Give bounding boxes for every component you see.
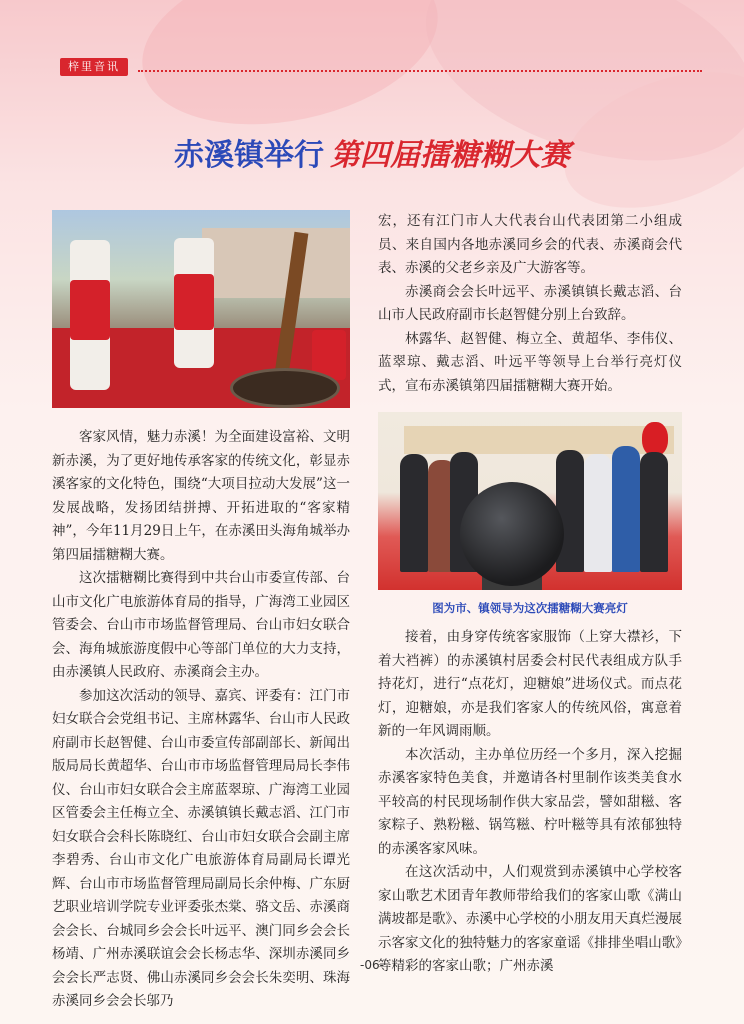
photo-person: [556, 450, 584, 572]
photo-tent: [202, 228, 350, 298]
photo-person: [640, 452, 668, 572]
paragraph: 客家风情，魅力赤溪！为全面建设富裕、文明新赤溪，为了更好地传承客家的传统文化，彰显赤溪客家的文化特色，围绕“大项目拉动大发展”这一发展战略，发扬团结拼搏、开拓进取的“客家精神”，今年11月29日上午，在赤溪田头海角城举办第四届擂糖糊大赛。: [52, 429, 350, 563]
photo-lighting-ball: [460, 482, 564, 586]
paragraph: 赤溪商会会长叶远平、赤溪镇镇长戴志滔、台山市人民政府副市长赵智健分别上台致辞。: [378, 283, 682, 323]
photo-red-vest: [70, 280, 110, 340]
page-number: -06-: [360, 958, 384, 972]
photo-person: [400, 454, 428, 572]
photo-person: [584, 454, 612, 572]
photo-person: [612, 446, 640, 572]
article-title: [0, 130, 744, 174]
photo-wok: [230, 368, 340, 408]
photo-lantern: [642, 422, 668, 456]
photo-lighting-ceremony: [378, 412, 682, 590]
right-column: [378, 210, 682, 979]
paragraph: 宏，还有江门市人大代表台山代表团第二小组成员、来自国内各地赤溪同乡会的代表、赤溪商会代表、赤溪的父老乡亲及广大游客等。: [378, 213, 682, 276]
right-article-text-top: [378, 210, 682, 398]
right-article-text-bottom: [378, 626, 682, 979]
section-tag: 梓里音讯: [60, 58, 128, 76]
left-column: [52, 210, 350, 1014]
paragraph: 这次擂糖糊比赛得到中共台山市委宣传部、台山市文化广电旅游体育局的指导，广海湾工业园区管委会、台山市市场监督管理局、台山市妇女联合会、海角城旅游度假中心等部门单位的大力支持，由赤溪镇人民政府、赤溪商会主办。: [52, 570, 350, 680]
background-petal: [127, 0, 454, 149]
photo-stirring-sugar-paste: [52, 210, 350, 408]
paragraph: 参加这次活动的领导、嘉宾、评委有：江门市妇女联合会党组书记、主席林露华、台山市人民政府副市长赵智健、台山市委宣传部副部长、新闻出版局局长黄超华、台山市市场监督管理局局长李伟仪、台山市妇女联合会主席蓝翠琼、广海湾工业园区管委会主任梅立全、赤溪镇镇长戴志滔、江门市妇女联合会科长陈晓红、台山市妇女联合会副主席李碧秀、台山市文化广电旅游体育局副局长谭光辉、台山市市场监督管理局副局长余仲梅、广东厨艺职业培训学院专业评委张杰棠、骆文岳、赤溪商会会长、台城同乡会会长叶远平、澳门同乡会会长杨靖、广州赤溪联谊会会长杨志华、深圳赤溪同乡会会长严志贤、佛山赤溪同乡会会长朱奕明、珠海赤溪同乡会会长邬乃: [52, 687, 350, 1009]
paragraph: 在这次活动中，人们观赏到赤溪镇中心学校客家山歌艺术团青年教师带给我们的客家山歌《满山满坡都是歌》、赤溪中心学校的小朋友用天真烂漫展示客家文化的独特魅力的客家童谣《排排坐唱山歌》等精彩的客家山歌；广州赤溪: [378, 864, 682, 974]
left-article-text: [52, 426, 350, 1014]
paragraph: 林露华、赵智健、梅立全、黄超华、李伟仪、蓝翠琼、戴志滔、叶远平等领导上台举行亮灯仪式，宣布赤溪镇第四届擂糖糊大赛开始。: [378, 330, 682, 394]
paragraph: 本次活动，主办单位历经一个多月，深入挖掘赤溪客家特色美食，并邀请各村里制作该类美食水平较高的村民现场制作供大家品尝，譬如甜糍、客家粽子、熟粉糍、锅笃糍、柠叶糍等具有浓郁独特的赤溪客家风味。: [378, 746, 682, 857]
photo-red-vest: [174, 274, 214, 330]
header-dotted-rule: [138, 70, 702, 72]
photo-caption: 图为市、镇领导为这次擂糖糊大赛亮灯: [432, 601, 628, 615]
paragraph: 接着，由身穿传统客家服饰（上穿大襟衫，下着大裆裤）的赤溪镇村居委会村民代表组成方队手持花灯，进行“点花灯，迎糖娘”进场仪式。而点花灯，迎糖娘，亦是我们客家人的传统风俗，寓意着新的一年风调雨顺。: [378, 629, 682, 739]
title-part-2: 第四届擂糖糊大赛: [330, 138, 570, 173]
title-part-1: 赤溪镇举行: [174, 138, 324, 173]
